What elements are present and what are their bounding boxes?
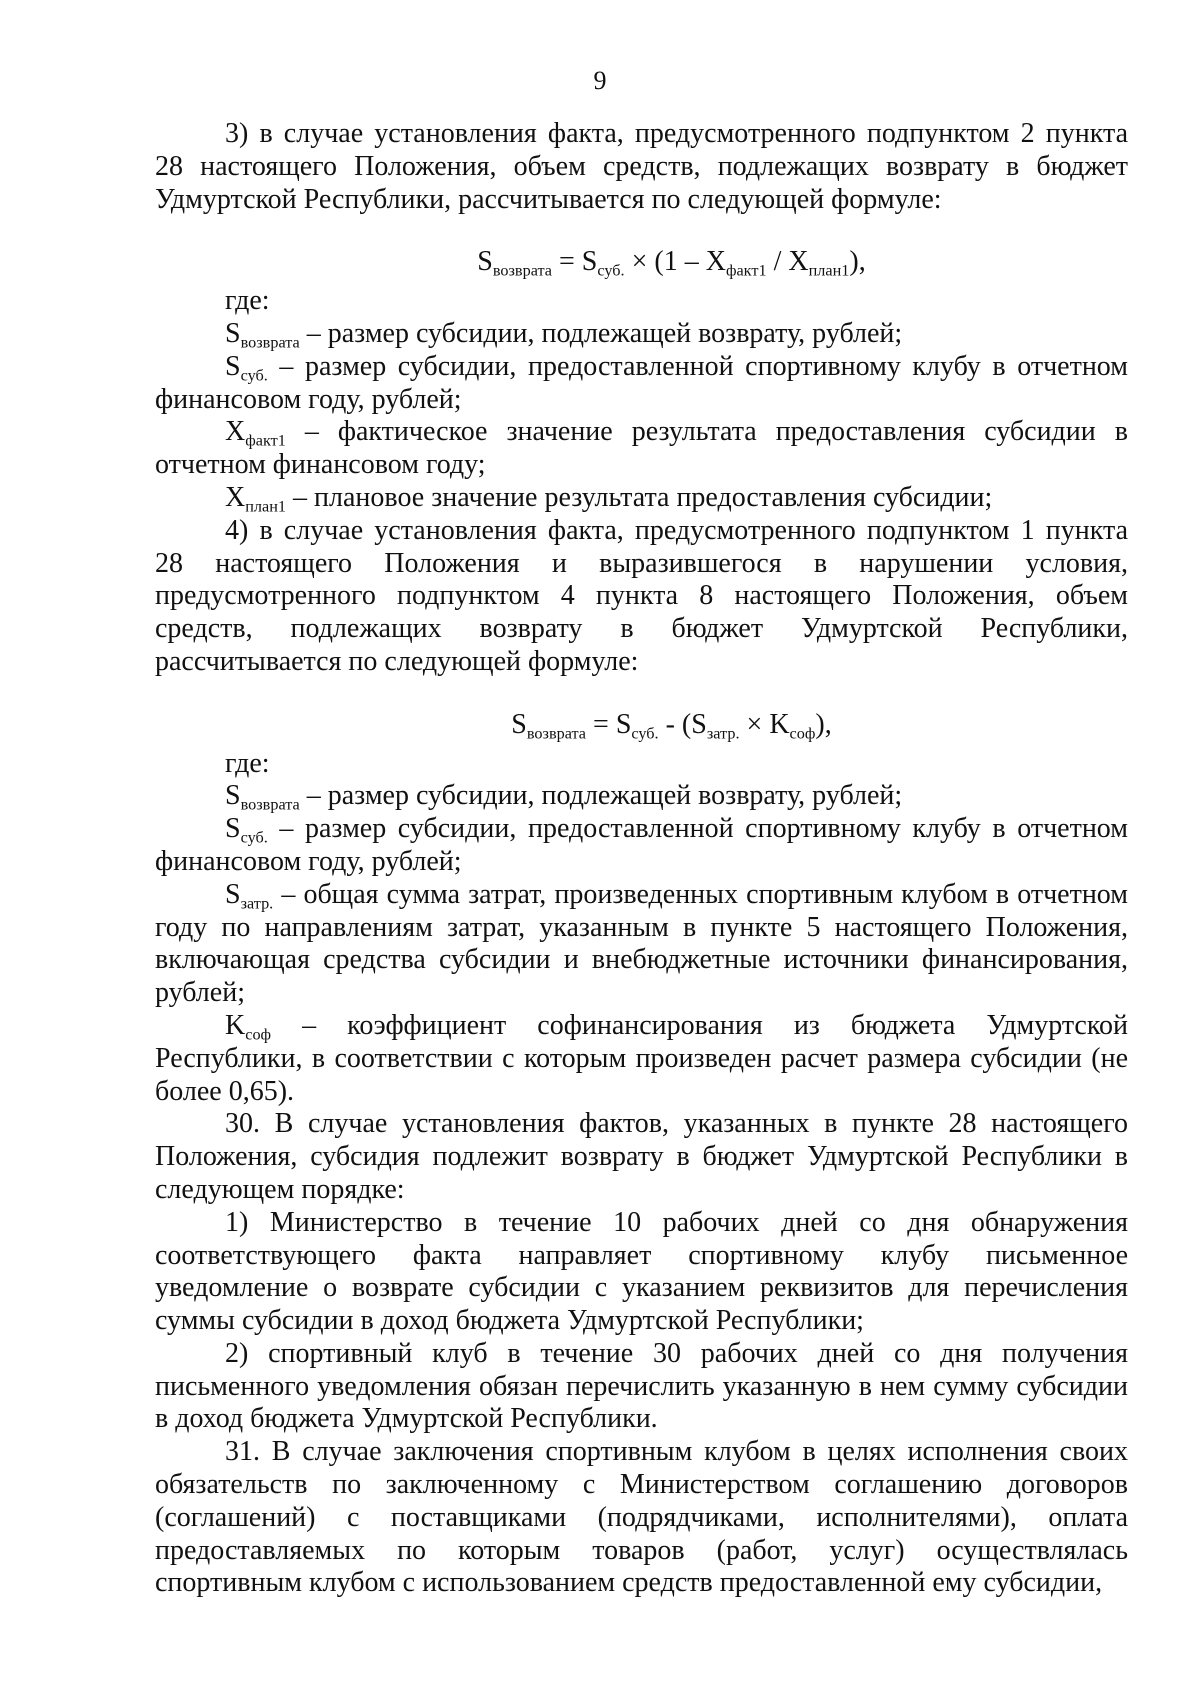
paragraph-4-intro: 4) в случае установления факта, предусмотренного подпунктом 1 пункта 28 настоящего Положения и выразившегося в нарушении условия, предусмотренного подпунктом 4 пункта 8 настоящего Положения, объем средств, подлежащих возврату в бюджет Удмуртской Республики, рассчитывается по следующей формуле: [155, 514, 1128, 677]
formula-term-s: S [615, 708, 632, 740]
formula-sub: возврата [492, 262, 552, 281]
formula-sub: план1 [808, 262, 850, 281]
paragraph-30-item-2: 2) спортивный клуб в течение 30 рабочих дней со дня получения письменного уведомления обязан перечислить указанную в нем сумму субсидии в доход бюджета Удмуртской Республики. [155, 1337, 1128, 1435]
where-label: где: [225, 747, 270, 779]
formula-1 [155, 246, 1128, 279]
definition-x-fakt: $X_{факт1}$ – фактическое значение результата предоставления субсидии в отчетном финансовом году; [155, 416, 1128, 481]
paragraph-30: 30. В случае установления фактов, указанных в пункте 28 настоящего Положения, субсидия подлежит возврату в бюджет Удмуртской Республики в следующем порядке: [155, 1108, 1128, 1205]
definition2-k-sof: $K_{соф}$ – коэффициент софинансирования из бюджета Удмуртской Республики, в соответствии с которым произведен расчет размера субсидии (не более 0,65). [155, 1009, 1128, 1107]
formula-op: = [586, 708, 616, 740]
where-label: где: [225, 285, 270, 317]
formula-sub: суб. [631, 724, 659, 743]
formula-sub: суб. [597, 262, 625, 281]
page-number: 9 [593, 66, 607, 95]
formula-sub: соф [789, 724, 816, 743]
paragraph-31: 31. В случае заключения спортивным клубом в целях исполнения своих обязательств по заключенному с Министерством соглашению договоров (соглашений) с поставщиками (подрядчиками, исполнителями), оплата предоставляемых по которым товаров (работ, услуг) осуществлялась спортивным клубом с использованием средств предоставленной ему субсидии, [155, 1436, 1128, 1599]
paragraph-3-intro: 3) в случае установления факта, предусмотренного подпунктом 2 пункта 28 настоящего Положения, объем средств, подлежащих возврату в бюджет Удмуртской Республики, рассчитывается по следующей формуле: [155, 118, 1128, 215]
formula-op: / [766, 246, 789, 278]
formula-term-k: K [769, 708, 790, 740]
paragraph-30-item-1: 1) Министерство в течение 10 рабочих дней со дня обнаружения соответствующего факта направляет спортивному клубу письменное уведомление о возврате субсидии с указанием реквизитов для перечисления суммы субсидии в доход бюджета Удмуртской Республики; [155, 1206, 1128, 1337]
formula-term-x: X [705, 246, 726, 278]
formula-term-s: S [477, 246, 493, 278]
formula-sub: возврата [526, 724, 587, 743]
formula-term-s: S [581, 246, 598, 278]
definition2-s-sub: $S_{суб.}$ – размер субсидии, предоставленной спортивному клубу в отчетном финансовом году, рублей; [155, 813, 1128, 877]
formula-op: = [552, 246, 582, 278]
definition2-s-vozvrata: $S_{возврата}$ – размер субсидии, подлежащей возврату, рублей; [225, 780, 903, 815]
definition-s-vozvrata: $S_{возврата}$ – размер субсидии, подлежащей возврату, рублей; [225, 317, 903, 352]
formula-op: × [739, 708, 770, 740]
formula-op: - ( [658, 708, 692, 740]
definition2-s-zatr: $S_{затр.}$ – общая сумма затрат, произведенных спортивным клубом в отчетном году по направлениям затрат, указанным в пункте 5 настоящего Положения, включающая средства субсидии и внебюджетные источники финансирования, рублей; [155, 878, 1128, 1009]
formula-term-s: S [511, 708, 527, 740]
formula-op: × (1 – [624, 246, 706, 278]
formula-op: ), [815, 708, 832, 740]
formula-2 [155, 709, 1128, 742]
formula-term-x: X [788, 246, 809, 278]
definition-s-sub: $S_{суб.}$ – размер субсидии, предоставленной спортивному клубу в отчетном финансовом году, рублей; [155, 350, 1128, 415]
formula-op: ), [849, 246, 866, 278]
formula-term-s: S [691, 708, 707, 740]
document-body [155, 118, 1128, 1600]
definition-x-plan: $X_{план1}$ – плановое значение результата предоставления субсидии; [225, 481, 993, 516]
formula-sub: затр. [706, 724, 740, 743]
formula-sub: факт1 [725, 262, 767, 281]
